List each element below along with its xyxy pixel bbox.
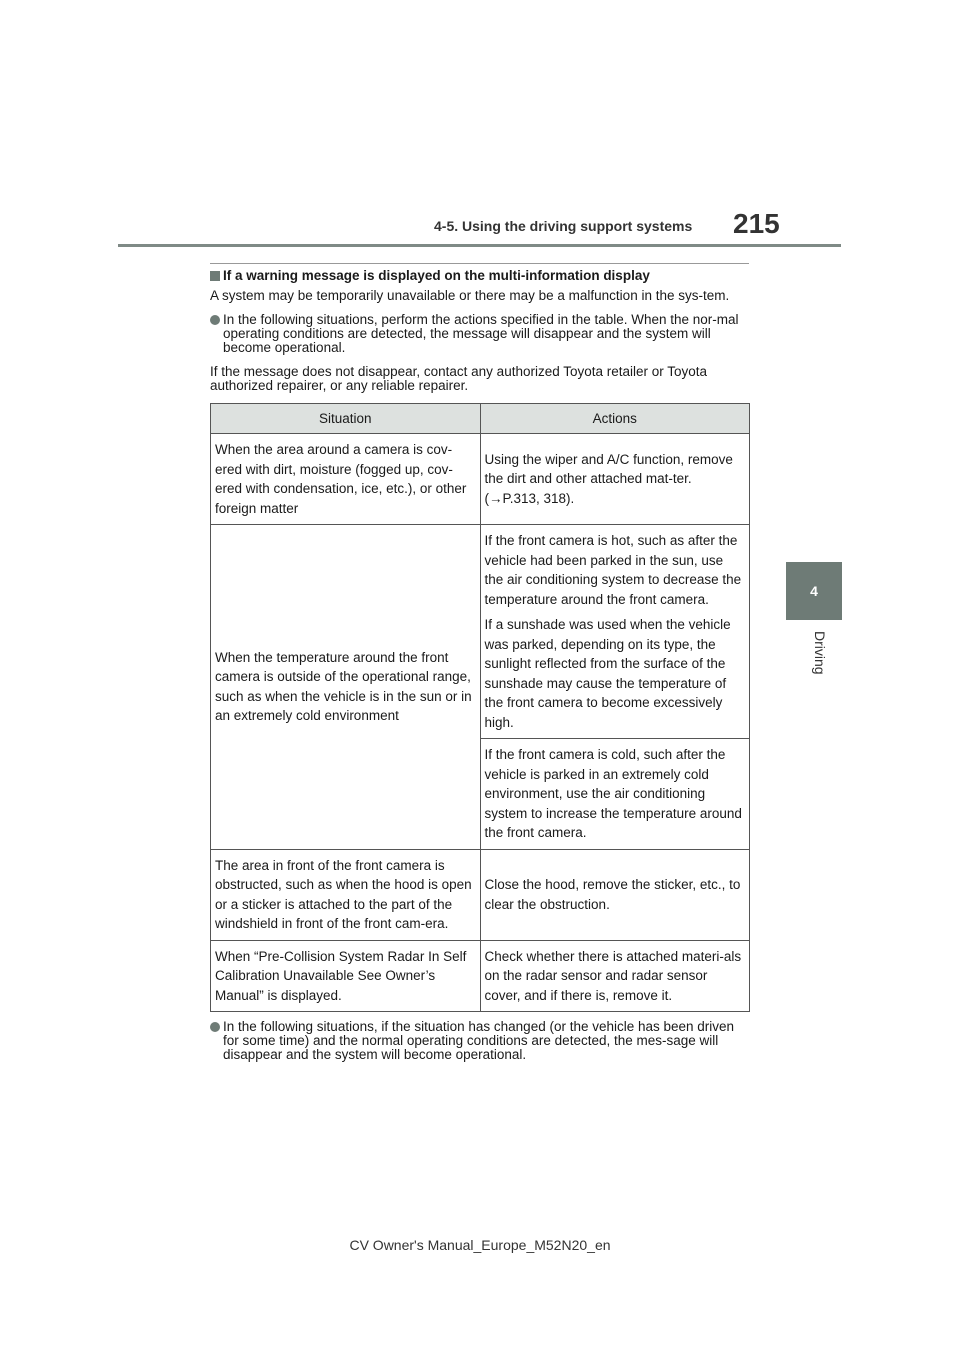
table-row: [211, 525, 750, 739]
circle-bullet-icon: [210, 315, 220, 325]
table-row: [211, 434, 750, 525]
header-rule: [118, 244, 841, 247]
page-number: 215: [733, 208, 780, 239]
cell-action: If the front camera is cold, such after the vehicle is parked in an extremely cold environment, use the air conditioning system to increase the temperature around the front camera.: [480, 739, 750, 850]
intro-paragraph: A system may be temporarily unavailable or there may be a malfunction in the sys-tem.: [210, 288, 730, 303]
bullet-item: [210, 1020, 750, 1062]
subheading-text: If a warning message is displayed on the multi-information display: [223, 268, 650, 283]
table-header-row: [211, 404, 750, 434]
bullet-item: [210, 313, 750, 355]
chapter-tab: [786, 562, 842, 620]
action-paragraph: If a sunshade was used when the vehicle was parked, depending on its type, the sunlight reflected from the surface of the sunshade may cause the temperature of the front camera to become excessively high.: [484, 617, 731, 730]
cell-situation: The area in front of the front camera is obstructed, such as when the hood is open or a sticker is attached to the part of the windshield in front of the front cam-era.: [211, 849, 481, 940]
bullet-text: In the following situations, perform the actions specified in the table. When the nor-mal operating conditions are detected, the message will disappear and the system will become operational.: [223, 312, 739, 355]
cell-situation: When “Pre-Collision System Radar In Self Calibration Unavailable See Owner’s Manual” is displayed.: [211, 940, 481, 1012]
cell-situation: When the temperature around the front camera is outside of the operational range, such as when the vehicle is in the sun or in an extremely cold environment: [211, 525, 481, 850]
circle-bullet-icon: [210, 1022, 220, 1032]
contact-note: If the message does not disappear, contact any authorized Toyota retailer or Toyota authorized repairer, or any reliable repairer.: [210, 364, 708, 393]
chapter-label: Driving: [812, 631, 828, 675]
table-row: [211, 940, 750, 1012]
bullet-text: In the following situations, if the situation has changed (or the vehicle has been driven for some time) and the normal operating conditions are detected, the mes-sage will disappear and the system will become operational.: [223, 1019, 735, 1062]
situations-table: [210, 403, 750, 1012]
cell-action: Close the hood, remove the sticker, etc., to clear the obstruction.: [480, 849, 750, 940]
action-paragraph: If the front camera is hot, such as after the vehicle had been parked in the sun, use the air conditioning system to decrease the temperature around the front camera.: [484, 533, 742, 607]
cell-situation: When the area around a camera is cov-ered with dirt, moisture (fogged up, cov-ered with condensation, ice, etc.), or other foreign matter: [211, 434, 481, 525]
header-actions: Actions: [480, 404, 750, 434]
cell-action: [480, 525, 750, 739]
table-row: [211, 849, 750, 940]
cell-action: Check whether there is attached materi-als on the radar sensor and radar sensor cover, and if there is, remove it.: [480, 940, 750, 1012]
section-title: 4-5. Using the driving support systems: [434, 218, 693, 234]
chapter-number: 4: [810, 583, 818, 599]
cell-action: Using the wiper and A/C function, remove the dirt and other attached mat-ter. (→P.313, 318).: [480, 434, 750, 525]
header-situation: Situation: [211, 404, 481, 434]
content-top-rule: [210, 263, 749, 264]
footer-manual-id: CV Owner's Manual_Europe_M52N20_en: [349, 1237, 611, 1253]
square-bullet-icon: [210, 271, 220, 281]
subheading: [210, 268, 750, 283]
main-content: [210, 268, 750, 1072]
